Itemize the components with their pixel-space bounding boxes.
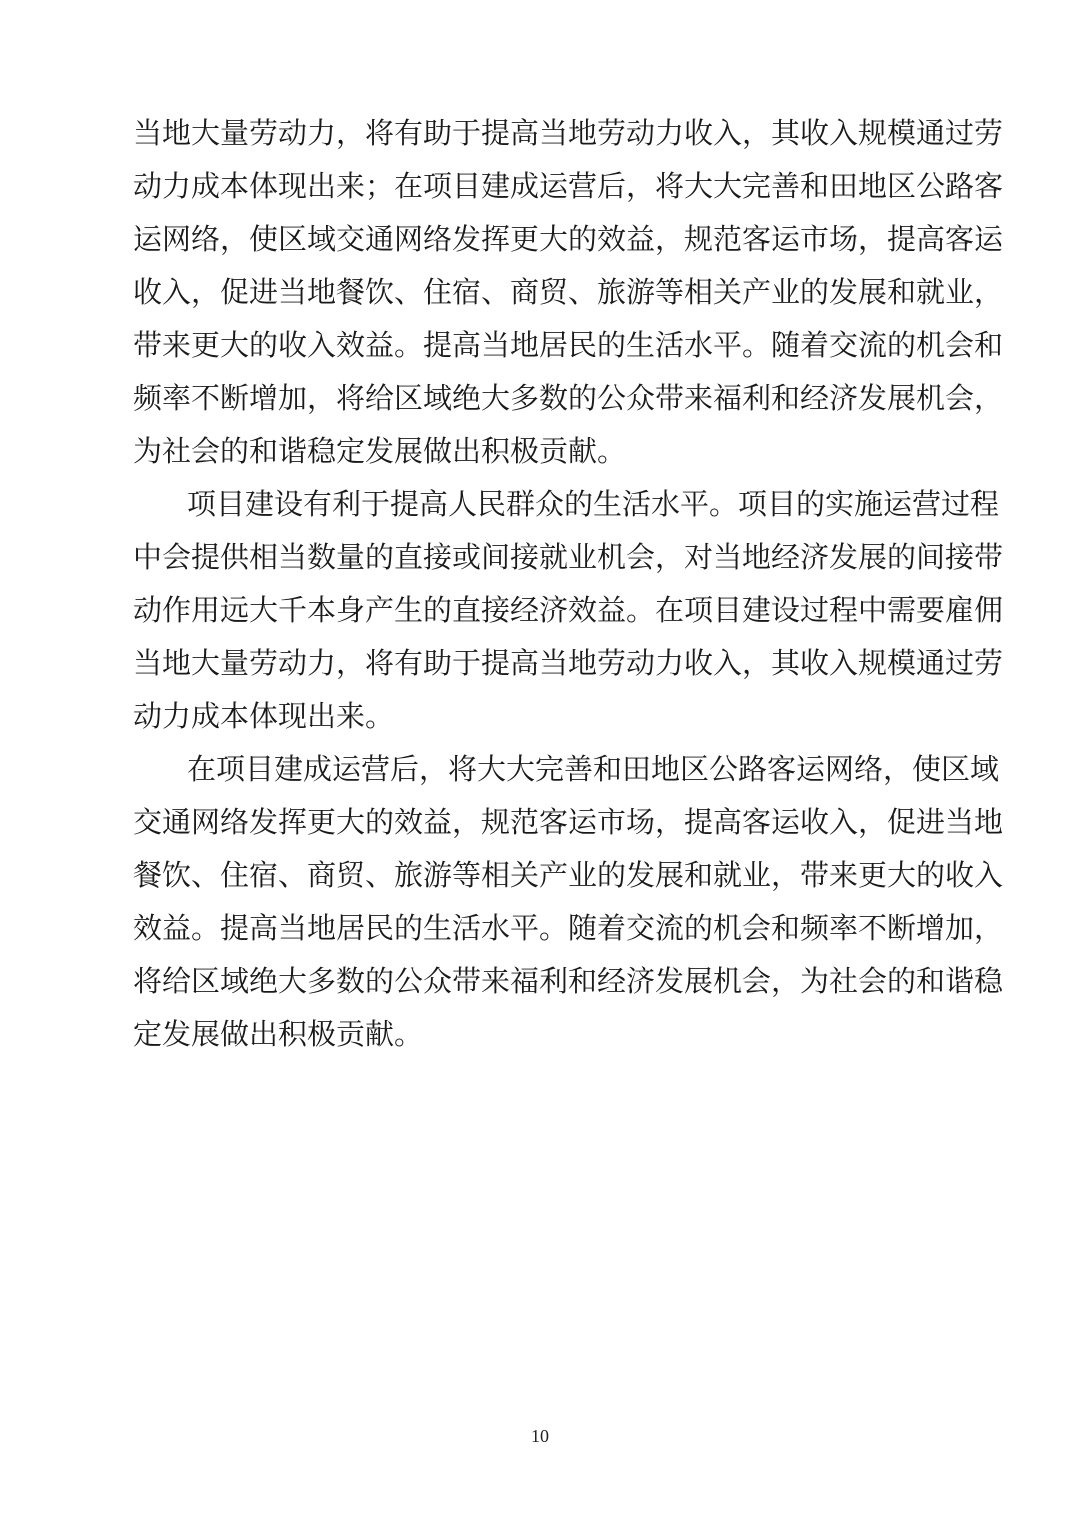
paragraph-3 (133, 743, 1004, 1061)
page-number: 10 (531, 1426, 549, 1446)
paragraph-2 (133, 478, 1004, 743)
paragraph-line: 在项目建成运营后，将大大完善和田地区公路客运网络，使区域 (187, 752, 1000, 786)
paragraph-line: 餐饮、住宿、商贸、旅游等相关产业的发展和就业，带来更大的收入 (133, 858, 1004, 892)
paragraph-line: 当地大量劳动力，将有助于提高当地劳动力收入，其收入规模通过劳 (133, 116, 1004, 150)
paragraph-line: 频率不断增加，将给区域绝大多数的公众带来福利和经济发展机会， (133, 381, 1004, 415)
paragraph-line: 将给区域绝大多数的公众带来福利和经济发展机会，为社会的和谐稳 (133, 964, 1004, 998)
paragraph-line: 动力成本体现出来；在项目建成运营后，将大大完善和田地区公路客 (133, 169, 1004, 203)
paragraph-line: 为社会的和谐稳定发展做出积极贡献。 (133, 434, 627, 468)
paragraph-line: 运网络，使区域交通网络发挥更大的效益，规范客运市场，提高客运 (133, 222, 1004, 256)
paragraph-line: 交通网络发挥更大的效益，规范客运市场，提高客运收入，促进当地 (133, 805, 1004, 839)
paragraph-line: 项目建设有利于提高人民群众的生活水平。项目的实施运营过程 (187, 487, 1000, 521)
paragraph-line: 动力成本体现出来。 (133, 699, 395, 733)
paragraph-line: 带来更大的收入效益。提高当地居民的生活水平。随着交流的机会和 (133, 328, 1004, 362)
paragraph-line: 中会提供相当数量的直接或间接就业机会，对当地经济发展的间接带 (133, 540, 1004, 574)
paragraph-line: 动作用远大千本身产生的直接经济效益。在项目建设过程中需要雇佣 (133, 593, 1004, 627)
paragraph-line: 当地大量劳动力，将有助于提高当地劳动力收入，其收入规模通过劳 (133, 646, 1004, 680)
paragraph-line: 定发展做出积极贡献。 (133, 1017, 424, 1051)
paragraph-line: 效益。提高当地居民的生活水平。随着交流的机会和频率不断增加， (133, 911, 1004, 945)
paragraph-1 (133, 107, 1004, 478)
paragraph-line: 收入，促进当地餐饮、住宿、商贸、旅游等相关产业的发展和就业， (133, 275, 1004, 309)
